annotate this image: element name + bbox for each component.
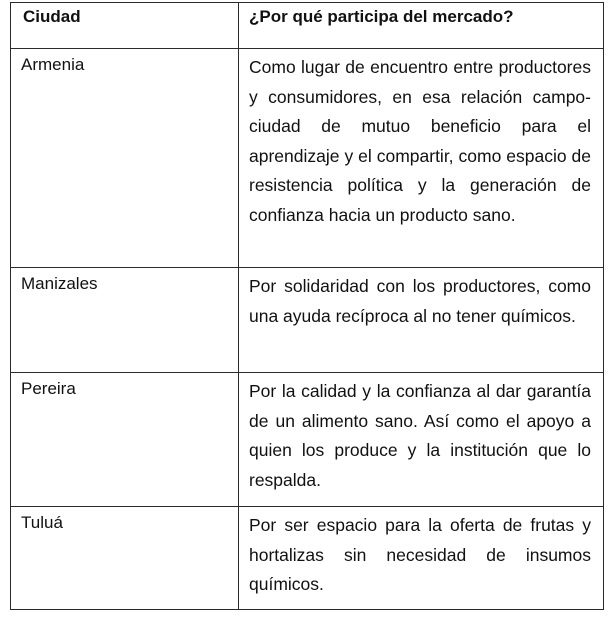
table-row — [11, 49, 604, 268]
document-page — [10, 2, 603, 612]
reason-cell: Por la calidad y la confianza al dar garantía de un alimento sano. Así como el apoyo a quien los produce y la institución que lo respalda. — [239, 373, 604, 507]
table-row — [11, 268, 604, 373]
table-row — [11, 373, 604, 507]
table-row — [11, 507, 604, 610]
header-reason: ¿Por qué participa del mercado? — [239, 3, 604, 49]
reason-cell: Por ser espacio para la oferta de frutas y hortalizas sin necesidad de insumos químicos. — [239, 507, 604, 610]
reason-cell: Por solidaridad con los productores, como una ayuda recíproca al no tener químicos. — [239, 268, 604, 373]
city-cell: Armenia — [11, 49, 239, 268]
city-cell: Pereira — [11, 373, 239, 507]
reason-cell: Como lugar de encuentro entre productores y consumidores, en esa relación campo-ciudad de mutuo beneficio para el aprendizaje y el compartir, como espacio de resistencia política y la generación de confianza hacia un producto sano. — [239, 49, 604, 268]
header-city: Ciudad — [11, 3, 239, 49]
table-header-row — [11, 3, 604, 49]
market-participation-table — [10, 2, 604, 610]
city-cell: Manizales — [11, 268, 239, 373]
city-cell: Tuluá — [11, 507, 239, 610]
